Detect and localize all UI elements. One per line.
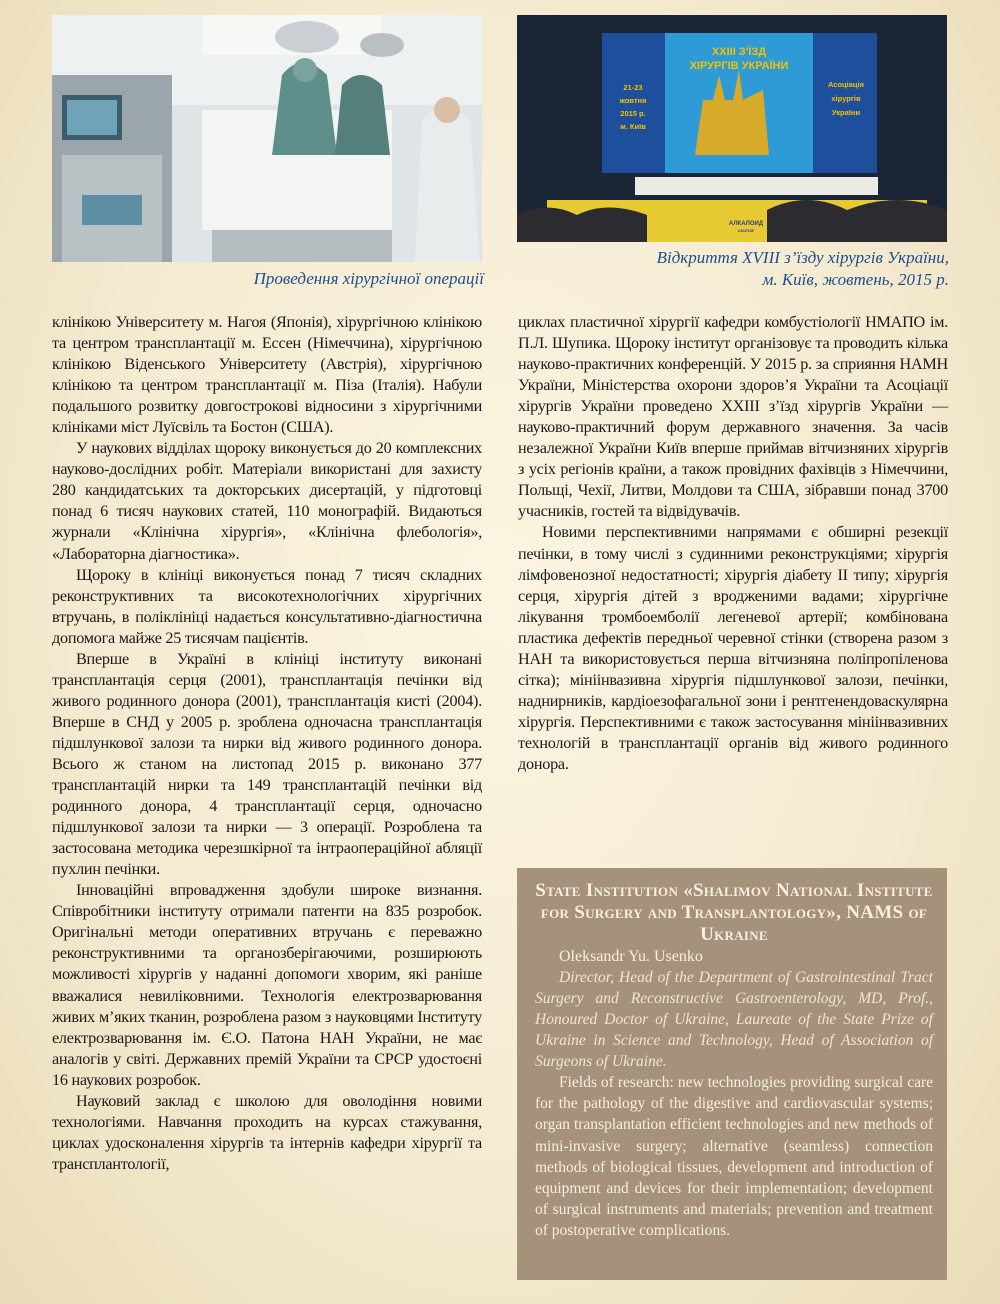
paragraph: У наукових відділах щороку виконується до 20 комплексних науково-дослідних робіт. Матеріали використані для захисту 280 кандидатських та докторських дисертацій, у підготовці понад 6 тисяч наукових статей, 110 монографій. Видаються журнали «Клінічна хірургія», «Клінічна флебологія», «Лабораторна діагностика». xyxy=(52,439,482,563)
fields-of-research: Fields of research: new technologies providing surgical care for the pathology of the digestive and cardiovascular systems; organ transplantation efficient technologies and new methods of mini-invasive surgery; alternative (seamless) connection methods of biological tissues, development and introduction of equipment and devices for their implementation; development of surgical instruments and materials; prevention and treatment of postoperative complications. xyxy=(535,1074,933,1240)
director-role: Director, Head of the Department of Gastrointestinal Tract Surgery and Reconstructive Gastroenterology, MD, Prof., Honoured Doctor of Ukraine, Laureate of the State Prize of Ukraine in Science and Technology, Head of Association of Surgeons of Ukraine. xyxy=(535,969,933,1070)
banner-date: жовтня xyxy=(619,96,647,105)
paragraph: Інноваційні впровадження здобули широке визнання. Співробітники інституту отримали патенти на 835 розробок. Оригінальні методи оперативних втручань є переважно реконструктивними та органозберігаючими, розширюють можливості хірургів у наданні допомоги хворим, які раніше вважалися невиліковними. Технологія електрозварювання живих м’яких тканин, розроблена разом з науковцями Інституту електрозварювання ім. Є.О. Патона НАН України, не має аналогів у світі. Державних премій України та СРСР удостоєні 16 наукових розробок. xyxy=(52,881,482,1089)
banner-title: ХІРУРГІВ УКРАЇНИ xyxy=(689,60,789,72)
caption-line: м. Київ, жовтень, 2015 р. xyxy=(762,270,949,289)
article-column-left xyxy=(52,312,482,1175)
banner-date: 21-23 xyxy=(623,83,643,92)
paragraph: Науковий заклад є школою для оволодіння новими технологіями. Навчання проходить на курсах стажування, циклах удосконалення хірургів та інтернів кафедри хірургії та трансплантології, xyxy=(52,1091,482,1173)
banner-association: хірургів xyxy=(831,94,861,103)
director-name: Oleksandr Yu. Usenko xyxy=(559,948,703,965)
paragraph: Щороку в клініці виконується понад 7 тисяч складних реконструктивних та високотехнологічних хірургічних втручань, в поліклініці надається консультативно-діагностична допомога майже 25 тисячам пацієнтів. xyxy=(52,565,482,647)
english-summary-box xyxy=(517,868,947,1280)
paragraph: Новими перспективними напрямами є обширні резекції печінки, в тому числі з судинними реконструкціями; хірургія лімфовенозної недостатності; хірургія діабету II типу; хірургія серця, хірургія дітей з вродженими вадами; хірургічне лікування тромбоемболії легеневої артерії; комбінована пластика дефектів передньої черевної стінки (створена разом з НАН та використовується перша вітчизняна поліпропіленова сітка); мініінвазивна хірургія підшлункової залози, печінки, наднирників, кардіоезофагальної зони і рентгенендоваскулярна хірургія. Перспективними є також застосування мініінвазивних технологій в трансплантації органів від живого родинного донора. xyxy=(518,523,948,773)
banner-date: 2015 р. xyxy=(620,109,646,118)
paragraph: циклах пластичної хірургії кафедри комбустіології НМАПО ім. П.Л. Шупика. Щороку інститут організовує та проводить кілька науково-практичних конференцій. У 2015 р. за сприяння НАМН України, Міністерства охорони здоров’я України та Асоціації хірургів України проведено XXIII з’їзд хірургів України — науково-практичний форум державного значення. За часів незалежної України Київ вперше приймав вітчизняних хірургів з усіх регіонів країни, а також провідних фахівців з Німеччини, Польщі, Чехії, Литви, Молдови та США, зібравши понад 3700 учасників, гостей та відвідувачів. xyxy=(518,313,948,521)
photo-caption-congress xyxy=(517,247,949,291)
banner-date: м. Київ xyxy=(620,122,646,131)
banner-title: XXIII З'ЇЗД xyxy=(711,46,767,58)
photo-caption-surgery: Проведення хірургічної операції xyxy=(253,269,484,288)
sponsor-logo: АЛКАЛОИД xyxy=(728,221,764,227)
banner-association: України xyxy=(831,108,861,117)
paragraph: Вперше в Україні в клініці інституту виконані трансплантація серця (2001), трансплантація печінки від живого родинного донора (2001), трансплантація кисті (2004). Вперше в СНД у 2005 р. зроблена одночасна трансплантація підшлункової залози та нирки від живого родинного донора. Всього ж станом на листопад 2015 р. виконано 377 трансплантацій нирки та 149 трансплантацій печінки від родинного донора, 4 трансплантації серця, одночасно підшлункової залози та нирки — 3 операції. Розроблена та застосована методика черезшкірної та інтраопераційної абляції пухлин печінки. xyxy=(52,649,482,879)
caption-line: Відкриття XVIII з’їзду хірургів України, xyxy=(656,248,949,267)
surgery-photo xyxy=(52,15,482,262)
sponsor-logo: СКОПЈЕ xyxy=(737,228,755,233)
institution-title: State Institution «Shalimov National Institute for Surgery and Transplantology», NAMS of Ukraine xyxy=(535,880,933,945)
congress-photo xyxy=(517,15,947,242)
paragraph: клінікою Університету м. Нагоя (Японія), хірургічною клінікою та центром трансплантації м. Ессен (Німеччина), хірургічною клінікою Віденського Університету (Австрія), хірургічною клінікою та центром трансплантації м. Піза (Італія). Набули подальшого розвитку довгострокові відносини з хірургічними клініками міст Луїсвіль та Бостон (США). xyxy=(52,313,482,437)
banner-association: Асоціація xyxy=(827,80,865,89)
article-column-right xyxy=(518,312,948,775)
